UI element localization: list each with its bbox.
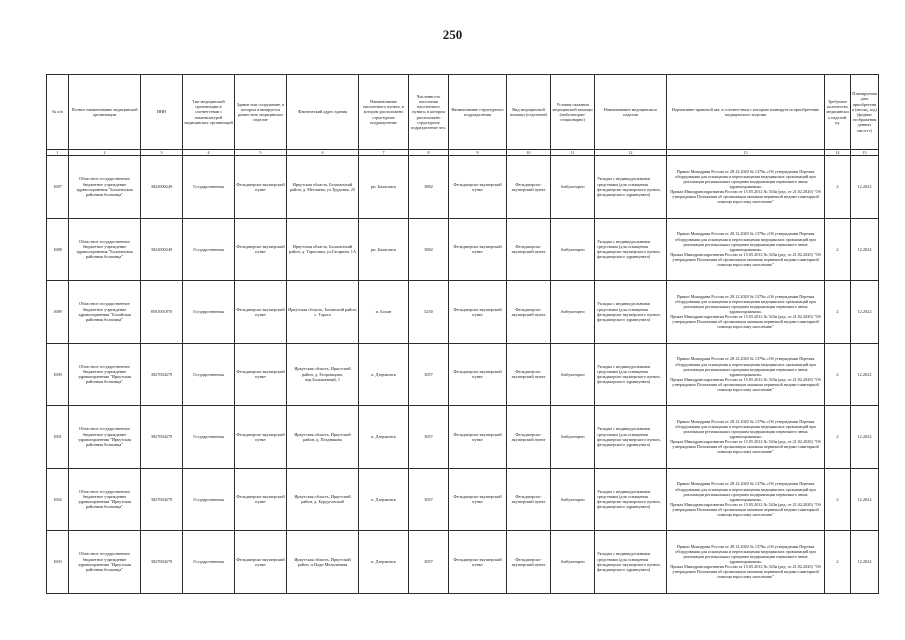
care-conditions: Амбулаторно bbox=[551, 343, 595, 406]
table-row bbox=[47, 343, 879, 406]
column-number: 1 bbox=[47, 150, 69, 156]
inn: 8501001870 bbox=[141, 281, 183, 344]
purchase-date: 12.2022 bbox=[851, 531, 879, 594]
address: Иркутская область, Иркутский район, п.Пади Мельничная bbox=[287, 531, 359, 594]
legal-act-line: Приказ Минздрава России от 28.12.2020 № 1379н «Об утверждении Перечня оборудования для оснащения и переоснащения медицинских организаций при реализации региональных программ модернизации первичного звена здравоохранения» bbox=[675, 356, 816, 377]
header-cell: № п/п bbox=[47, 75, 69, 150]
settlement: п. Бохан bbox=[359, 281, 409, 344]
care-conditions: Амбулаторно bbox=[551, 218, 595, 281]
organization-type: Государственная bbox=[183, 156, 235, 219]
settlement: п. Дзержинск bbox=[359, 406, 409, 469]
header-cell: Тип медицинской организации в соответствии с номенклатурой медицинских организаций bbox=[183, 75, 235, 150]
column-number: 4 bbox=[183, 150, 235, 156]
column-number: 8 bbox=[409, 150, 449, 156]
header-cell: Нормативно-правовой акт, в соответствии с которым планируется приобретение медицинского изделия bbox=[667, 75, 825, 150]
row-number: 1689 bbox=[47, 281, 69, 344]
legal-act-line: Приказ Минздравсоцразвития России от 15.05.2012 № 543н (ред. от 21.02.2020) "Об утверждении Положения об организации оказания первичной медико-санитарной помощи взрослому населению" bbox=[670, 251, 821, 267]
structural-unit: Фельдшерско-акушерский пункт bbox=[449, 156, 507, 219]
organization-type: Государственная bbox=[183, 281, 235, 344]
care-type: Фельдшерско-акушерский пункт bbox=[507, 406, 551, 469]
purchase-date: 12.2022 bbox=[851, 406, 879, 469]
organization-type: Государственная bbox=[183, 468, 235, 531]
table-row bbox=[47, 281, 879, 344]
legal-act-line: Приказ Минздрава России от 28.12.2020 № 1379н «Об утверждении Перечня оборудования для оснащения и переоснащения медицинских организаций при реализации региональных программ модернизации первичного звена здравоохранения» bbox=[675, 168, 816, 190]
care-type: Фельдшерско-акушерский пункт bbox=[507, 281, 551, 344]
table-row bbox=[47, 156, 879, 219]
header-cell: Здание или сооружение, в котором планируется разместить медицинское изделие bbox=[235, 75, 287, 150]
header-cell: Требуемое количество медицинских изделий, ед. bbox=[825, 75, 851, 150]
legal-act-line: Приказ Минздравсоцразвития России от 15.05.2012 № 543н (ред. от 21.02.2020) "Об утверждении Положения об организации оказания первичной медико-санитарной помощи взрослому населению" bbox=[670, 564, 821, 580]
care-conditions: Амбулаторно bbox=[551, 406, 595, 469]
quantity: 2 bbox=[825, 406, 851, 469]
care-type: Фельдшерско-акушерский пункт bbox=[507, 343, 551, 406]
population: 5230 bbox=[409, 281, 449, 344]
care-conditions: Амбулаторно bbox=[551, 531, 595, 594]
population: 3882 bbox=[409, 156, 449, 219]
legal-act-line: Приказ Минздравсоцразвития России от 15.05.2012 № 543н (ред. от 21.02.2020) "Об утверждении Положения об организации оказания первичной медико-санитарной помощи взрослому населению" bbox=[670, 376, 821, 392]
legal-act-line: Приказ Минздрава России от 28.12.2020 № 1379н «Об утверждении Перечня оборудования для оснащения и переоснащения медицинских организаций при реализации региональных программ модернизации первичного звена здравоохранения» bbox=[675, 293, 816, 315]
column-number: 7 bbox=[359, 150, 409, 156]
address: Иркутская область, Балаганский район, д. Тарасовка, ул.Гагарина, 1А bbox=[287, 218, 359, 281]
header-cell: Фактический адрес здания bbox=[287, 75, 359, 150]
organization-type: Государственная bbox=[183, 343, 235, 406]
column-number: 11 bbox=[551, 150, 595, 156]
table-row bbox=[47, 531, 879, 594]
organization-name: Областное государственное бюджетное учреждение здравоохранения "Иркутская районная больница" bbox=[69, 343, 141, 406]
medical-device: Укладка с индивидуальными средствами (для оснащения фельдшерско-акушерского пункта, фельдшерского здравпункта) bbox=[595, 406, 667, 469]
organization-type: Государственная bbox=[183, 406, 235, 469]
header-cell: Численность населения населенного пункта, в котором расположено структурное подразделение чел. bbox=[409, 75, 449, 150]
structural-unit: Фельдшерско-акушерский пункт bbox=[449, 531, 507, 594]
care-conditions: Амбулаторно bbox=[551, 468, 595, 531]
medical-device: Укладка с индивидуальными средствами (для оснащения фельдшерско-акушерского пункта, фельдшерского здравпункта) bbox=[595, 468, 667, 531]
header-cell: Наименование структурного подразделения bbox=[449, 75, 507, 150]
column-number: 5 bbox=[235, 150, 287, 156]
building: Фельдшерско-акушерский пункт bbox=[235, 531, 287, 594]
address: Иркутская область, Иркутский район, д. Егоровщина, пер.Большачный, 1 bbox=[287, 343, 359, 406]
medical-device: Укладка с индивидуальными средствами (для оснащения фельдшерско-акушерского пункта, фельдшерского здравпункта) bbox=[595, 281, 667, 344]
settlement: рп. Балаганск bbox=[359, 218, 409, 281]
organization-type: Государственная bbox=[183, 218, 235, 281]
population: 3057 bbox=[409, 531, 449, 594]
organization-name: Областное государственное бюджетное учреждение здравоохранения "Иркутская районная больница" bbox=[69, 468, 141, 531]
population: 3882 bbox=[409, 218, 449, 281]
medical-device: Укладка с индивидуальными средствами (для оснащения фельдшерско-акушерского пункта, фельдшерского здравпункта) bbox=[595, 218, 667, 281]
legal-act bbox=[667, 281, 825, 344]
structural-unit: Фельдшерско-акушерский пункт bbox=[449, 218, 507, 281]
column-number: 2 bbox=[69, 150, 141, 156]
care-type: Фельдшерско-акушерский пункт bbox=[507, 531, 551, 594]
legal-act bbox=[667, 218, 825, 281]
building: Фельдшерско-акушерский пункт bbox=[235, 343, 287, 406]
legal-act-line: Приказ Минздравсоцразвития России от 15.05.2012 № 543н (ред. от 21.02.2020) "Об утверждении Положения об организации оказания первичной медико-санитарной помощи взрослому населению" bbox=[670, 501, 821, 517]
legal-act bbox=[667, 156, 825, 219]
purchase-date: 12.2022 bbox=[851, 343, 879, 406]
medical-device: Укладка с индивидуальными средствами (для оснащения фельдшерско-акушерского пункта, фельдшерского здравпункта) bbox=[595, 343, 667, 406]
building: Фельдшерско-акушерский пункт bbox=[235, 281, 287, 344]
inn: 3827004279 bbox=[141, 531, 183, 594]
organization-name: Областное государственное бюджетное учреждение здравоохранения "Иркутская районная больница" bbox=[69, 406, 141, 469]
legal-act bbox=[667, 343, 825, 406]
population: 3057 bbox=[409, 406, 449, 469]
structural-unit: Фельдшерско-акушерский пункт bbox=[449, 406, 507, 469]
legal-act-line: Приказ Минздрава России от 28.12.2020 № 1379н «Об утверждении Перечня оборудования для оснащения и переоснащения медицинских организаций при реализации региональных программ модернизации первичного звена здравоохранения» bbox=[675, 543, 816, 565]
column-number: 14 bbox=[825, 150, 851, 156]
building: Фельдшерско-акушерский пункт bbox=[235, 406, 287, 469]
document-sheet bbox=[46, 74, 878, 594]
legal-act-line: Приказ Минздрава России от 28.12.2020 № 1379н «Об утверждении Перечня оборудования для оснащения и переоснащения медицинских организаций при реализации региональных программ модернизации первичного звена здравоохранения» bbox=[675, 481, 816, 502]
table-row bbox=[47, 218, 879, 281]
legal-act-line: Приказ Минздрава России от 28.12.2020 № 1379н «Об утверждении Перечня оборудования для оснащения и переоснащения медицинских организаций при реализации региональных программ модернизации первичного звена здравоохранения» bbox=[675, 231, 816, 252]
address: Иркутская область, Иркутский район, д. Бурдуговский bbox=[287, 468, 359, 531]
column-number: 12 bbox=[595, 150, 667, 156]
row-number: 1691 bbox=[47, 406, 69, 469]
purchase-date: 12.2022 bbox=[851, 156, 879, 219]
row-number: 1692 bbox=[47, 468, 69, 531]
header-cell: Вид медицинской помощи (отделение) bbox=[507, 75, 551, 150]
table-body bbox=[47, 156, 879, 594]
column-number: 9 bbox=[449, 150, 507, 156]
column-number: 10 bbox=[507, 150, 551, 156]
organization-name: Областное государственное бюджетное учреждение здравоохранения "Иркутская районная больница" bbox=[69, 531, 141, 594]
structural-unit: Фельдшерско-акушерский пункт bbox=[449, 281, 507, 344]
inn: 3827004279 bbox=[141, 468, 183, 531]
purchase-date: 12.2022 bbox=[851, 218, 879, 281]
column-number: 13 bbox=[667, 150, 825, 156]
quantity: 2 bbox=[825, 218, 851, 281]
header-cell: ИНН bbox=[141, 75, 183, 150]
table-row bbox=[47, 406, 879, 469]
legal-act-line: Приказ Минздравсоцразвития России от 15.05.2012 № 543н (ред. от 21.02.2020) "Об утверждении Положения об организации оказания первичной медико-санитарной помощи взрослому населению" bbox=[670, 439, 821, 455]
address: Иркутская область, Балаганский район, д. Метляева, ул.Трудовая, 25 bbox=[287, 156, 359, 219]
settlement: п. Дзержинск bbox=[359, 343, 409, 406]
settlement: п. Дзержинск bbox=[359, 531, 409, 594]
building: Фельдшерско-акушерский пункт bbox=[235, 218, 287, 281]
page-number: 250 bbox=[442, 27, 463, 42]
inn: 3827004279 bbox=[141, 343, 183, 406]
header-cell: Условия оказания медицинской помощи (амбулаторно/стационарно) bbox=[551, 75, 595, 150]
organization-name: Областное государственное бюджетное учреждение здравоохранения "Балаганская районная больница" bbox=[69, 156, 141, 219]
organization-name: Областное государственное бюджетное учреждение здравоохранения "Балаганская районная больница" bbox=[69, 218, 141, 281]
structural-unit: Фельдшерско-акушерский пункт bbox=[449, 343, 507, 406]
legal-act bbox=[667, 468, 825, 531]
quantity: 2 bbox=[825, 531, 851, 594]
row-number: 1693 bbox=[47, 531, 69, 594]
column-number: 6 bbox=[287, 150, 359, 156]
legal-act-line: Приказ Минздравсоцразвития России от 15.05.2012 № 543н (ред. от 21.02.2020) "Об утверждении Положения об организации оказания первичной медико-санитарной помощи взрослому населению" bbox=[670, 189, 821, 205]
inn: 3822000249 bbox=[141, 218, 183, 281]
settlement: п. Дзержинск bbox=[359, 468, 409, 531]
legal-act-line: Приказ Минздравсоцразвития России от 15.05.2012 № 543н (ред. от 21.02.2020) "Об утверждении Положения об организации оказания первичной медико-санитарной помощи взрослому населению" bbox=[670, 314, 821, 330]
organization-type: Государственная bbox=[183, 531, 235, 594]
building: Фельдшерско-акушерский пункт bbox=[235, 468, 287, 531]
header-row bbox=[47, 75, 879, 150]
header-cell: Полное наименование медицинской организации bbox=[69, 75, 141, 150]
header-cell: Планируемая дата приобретения (месяц, год) (формат отображения данных мм.гггг) bbox=[851, 75, 879, 150]
header-cell: Наименование населенного пункта, в котором расположено структурное подразделение bbox=[359, 75, 409, 150]
inn: 3822000249 bbox=[141, 156, 183, 219]
care-type: Фельдшерско-акушерский пункт bbox=[507, 218, 551, 281]
quantity: 2 bbox=[825, 281, 851, 344]
legal-act bbox=[667, 531, 825, 594]
table-row bbox=[47, 468, 879, 531]
care-conditions: Амбулаторно bbox=[551, 281, 595, 344]
quantity: 2 bbox=[825, 468, 851, 531]
care-type: Фельдшерско-акушерский пункт bbox=[507, 468, 551, 531]
care-conditions: Амбулаторно bbox=[551, 156, 595, 219]
organization-name: Областное государственное бюджетное учреждение здравоохранения "Бохайская районная больница" bbox=[69, 281, 141, 344]
address: Иркутская область, Боханский район, с. Тараса bbox=[287, 281, 359, 344]
structural-unit: Фельдшерско-акушерский пункт bbox=[449, 468, 507, 531]
building: Фельдшерско-акушерский пункт bbox=[235, 156, 287, 219]
row-number: 1690 bbox=[47, 343, 69, 406]
row-number: 1687 bbox=[47, 156, 69, 219]
column-number: 15 bbox=[851, 150, 879, 156]
row-number: 1688 bbox=[47, 218, 69, 281]
legal-act bbox=[667, 406, 825, 469]
column-number: 3 bbox=[141, 150, 183, 156]
inn: 3827004279 bbox=[141, 406, 183, 469]
settlement: рп. Балаганск bbox=[359, 156, 409, 219]
population: 3057 bbox=[409, 343, 449, 406]
medical-device: Укладка с индивидуальными средствами (для оснащения фельдшерско-акушерского пункта, фельдшерского здравпункта) bbox=[595, 156, 667, 219]
address: Иркутская область, Иркутский район, д. Позднякова bbox=[287, 406, 359, 469]
care-type: Фельдшерско-акушерский пункт bbox=[507, 156, 551, 219]
equipment-table bbox=[46, 74, 879, 594]
quantity: 2 bbox=[825, 343, 851, 406]
purchase-date: 12.2022 bbox=[851, 281, 879, 344]
quantity: 2 bbox=[825, 156, 851, 219]
header-cell: Наименование медицинского изделия bbox=[595, 75, 667, 150]
purchase-date: 12.2022 bbox=[851, 468, 879, 531]
population: 3057 bbox=[409, 468, 449, 531]
legal-act-line: Приказ Минздрава России от 28.12.2020 № 1379н «Об утверждении Перечня оборудования для оснащения и переоснащения медицинских организаций при реализации региональных программ модернизации первичного звена здравоохранения» bbox=[675, 418, 816, 440]
medical-device: Укладка с индивидуальными средствами (для оснащения фельдшерско-акушерского пункта, фельдшерского здравпункта) bbox=[595, 531, 667, 594]
